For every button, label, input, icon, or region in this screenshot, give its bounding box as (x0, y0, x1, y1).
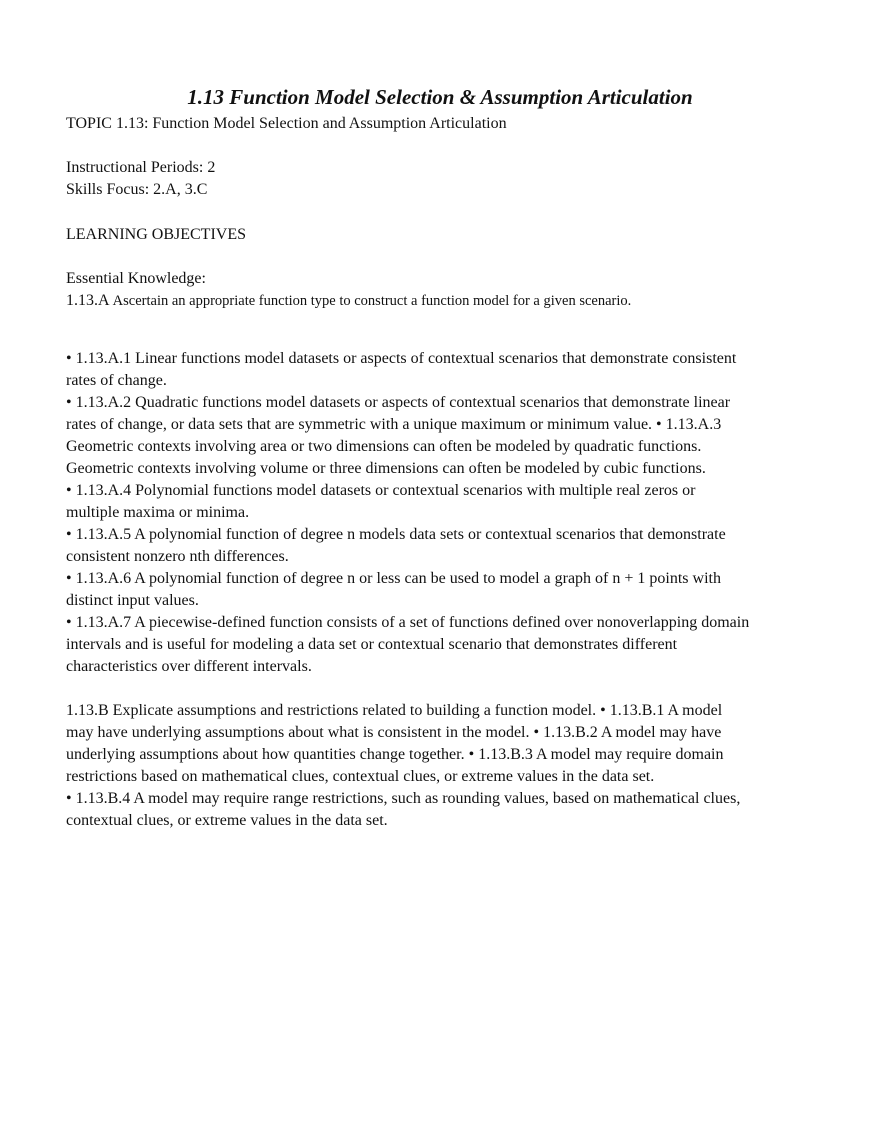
objective-b: 1.13.B Explicate assumptions and restrictions related to building a function model. • 1.13.B.1 A model may have underlying assumptions about what is consistent in the model. • 1.13.B.2 A model may have underlying assumptions about how quantities change together. • 1.13.B.3 A model may require domain restrictions based on mathematical clues, contextual clues, or extreme values in the data set. • 1.13.B.4 A model may require range restrictions, such as rounding values, based on mathematical clues, contextual clues, or extreme values in the data set. (66, 702, 741, 829)
objective-a-prefix: 1.13.A (66, 292, 109, 309)
objective-a (66, 290, 631, 312)
learning-objectives-heading: LEARNING OBJECTIVES (66, 226, 246, 243)
topic-line: TOPIC 1.13: Function Model Selection and Assumption Articulation (66, 115, 507, 132)
document-title: 1.13 Function Model Selection & Assumption Articulation (187, 85, 693, 109)
instructional-periods: Instructional Periods: 2 (66, 159, 216, 176)
skills-focus: Skills Focus: 2.A, 3.C (66, 181, 208, 198)
objective-a-text: Ascertain an appropriate function type to construct a function model for a given scenario. (112, 293, 632, 309)
objective-a-items: • 1.13.A.1 Linear functions model datasets or aspects of contextual scenarios that demonstrate consistent rates of change. • 1.13.A.2 Quadratic functions model datasets or aspects of contextual scenarios that demonstrate linear rates of change, or data sets that are symmetric with a unique maximum or minimum value. • 1.13.A.3 Geometric contexts involving area or two dimensions can often be modeled by quadratic functions. Geometric contexts involving volume or three dimensions can often be modeled by cubic functions. • 1.13.A.4 Polynomial functions model datasets or contextual scenarios with multiple real zeros or multiple maxima or minima. • 1.13.A.5 A polynomial function of degree n models data sets or contextual scenarios that demonstrate consistent nonzero nth differences. • 1.13.A.6 A polynomial function of degree n or less can be used to model a graph of n + 1 points with distinct input values. • 1.13.A.7 A piecewise-defined function consists of a set of functions defined over nonoverlapping domain intervals and is useful for modeling a data set or contextual scenario that demonstrates different characteristics over different intervals. (66, 350, 750, 675)
essential-knowledge-label: Essential Knowledge: (66, 270, 206, 287)
